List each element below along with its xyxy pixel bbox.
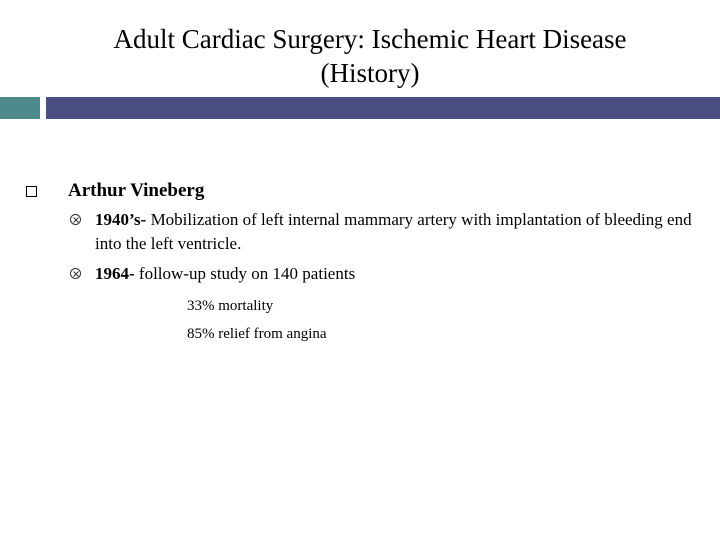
square-bullet-icon (26, 186, 37, 197)
header-bar-left (0, 97, 40, 119)
circle-x-bullet-icon (70, 214, 81, 225)
item-text: Mobilization of left internal mammary artery with implantation of bleeding end into the left ventricle. (95, 210, 692, 253)
list-item (95, 262, 695, 286)
title-line-2: (History) (320, 58, 420, 88)
item-text: follow-up study on 140 patients (134, 264, 356, 283)
item-label: 1940’s- (95, 210, 147, 229)
circle-x-bullet-icon (70, 268, 81, 279)
slide-title (60, 22, 680, 90)
title-line-1: Adult Cardiac Surgery: Ischemic Heart Disease (113, 24, 627, 54)
list-item (95, 208, 695, 256)
item-label: 1964- (95, 264, 135, 283)
header-bar-right (46, 97, 720, 119)
sub-item-angina-relief: 85% relief from angina (187, 326, 327, 342)
sub-item-mortality: 33% mortality (187, 298, 274, 314)
bullet-heading: Arthur Vineberg (68, 180, 205, 201)
